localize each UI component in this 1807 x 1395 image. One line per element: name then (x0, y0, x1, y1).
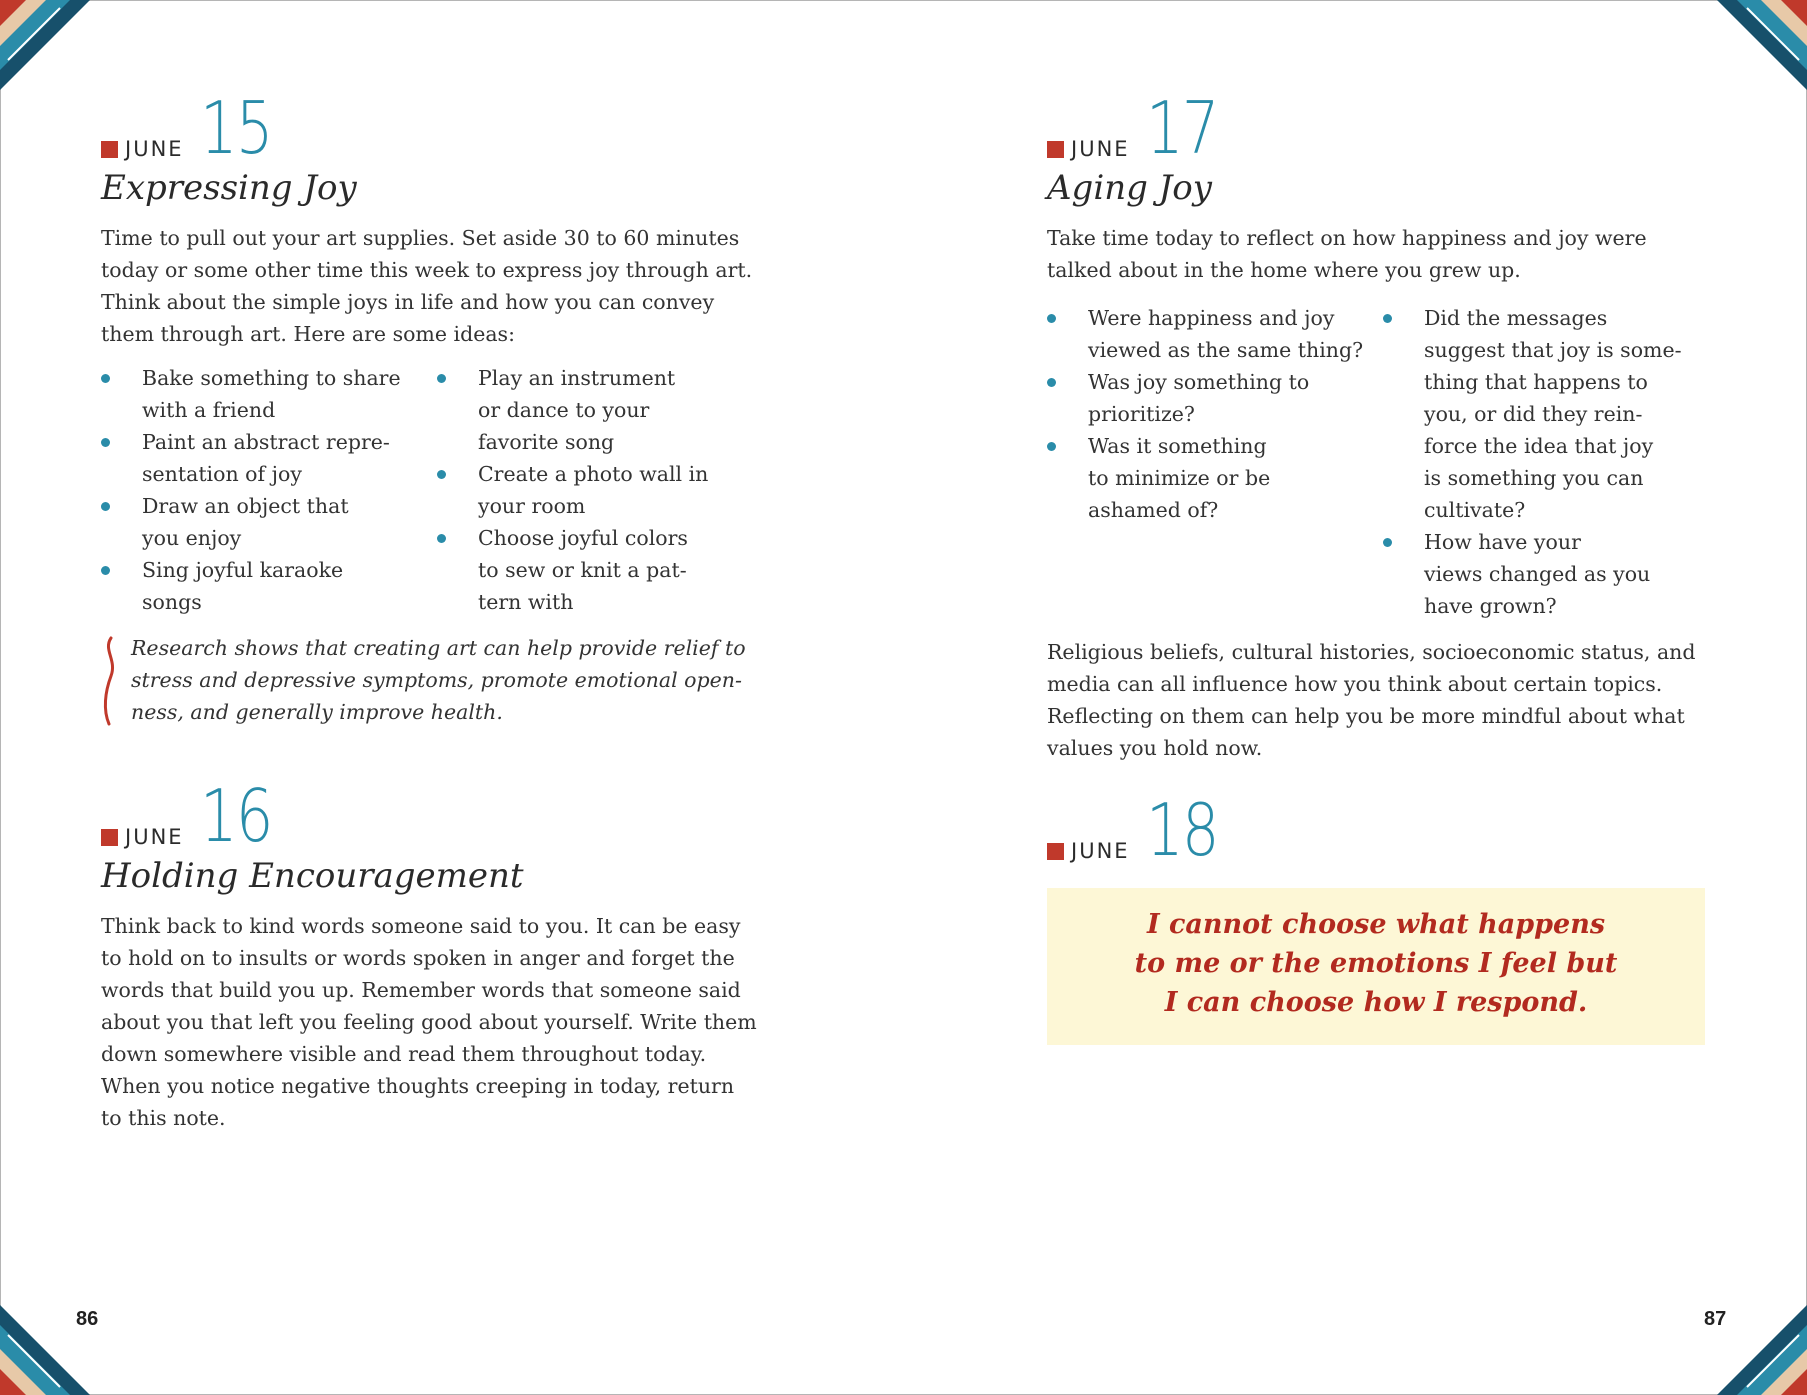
list-item (1047, 302, 1383, 366)
bullet-icon (437, 470, 446, 479)
text-line: to hold on to insults or words spoken in anger and forget the (101, 946, 735, 970)
entry-body (101, 222, 781, 350)
corner-ornament-bottom-right (1712, 1300, 1807, 1395)
text-line: them through art. Here are some ideas: (101, 322, 515, 346)
quote-line: I cannot choose what happens (1146, 909, 1606, 940)
entry-title: Expressing Joy (101, 168, 357, 208)
text-line: you, or did they rein- (1424, 402, 1643, 426)
list-item (1047, 366, 1383, 430)
day-number: 16 (199, 774, 272, 858)
month-label: JUNE (1071, 137, 1130, 161)
text-line: Research shows that creating art can help provide relief to (131, 636, 746, 660)
list-item (1047, 430, 1383, 526)
page-number-left: 86 (76, 1308, 99, 1330)
bullet-icon (1047, 378, 1056, 387)
bullet-column (101, 362, 437, 618)
text-line: Paint an abstract repre- (142, 430, 390, 454)
text-line: Think about the simple joys in life and how you can convey (101, 290, 715, 314)
bullet-icon (1047, 314, 1056, 323)
square-marker-icon (101, 141, 118, 158)
bullet-column (437, 362, 737, 618)
list-item (1383, 302, 1703, 526)
text-line: Sing joyful karaoke (142, 558, 344, 582)
text-line: talked about in the home where you grew up. (1047, 258, 1521, 282)
square-marker-icon (1047, 843, 1064, 860)
list-item (1383, 526, 1703, 622)
text-line: about you that left you feeling good about yourself. Write them (101, 1010, 757, 1034)
bullet-icon (101, 502, 110, 511)
ornament-icon (1712, 1300, 1807, 1395)
ornament-icon (1712, 0, 1807, 95)
corner-ornament-top-right (1712, 0, 1807, 95)
bullet-icon (437, 374, 446, 383)
month-label: JUNE (125, 137, 184, 161)
month-label: JUNE (125, 825, 184, 849)
ornament-icon (0, 0, 95, 95)
list-item (101, 426, 437, 490)
text-line: Religious beliefs, cultural histories, socioeconomic status, and (1047, 640, 1696, 664)
entry-june-17 (1047, 86, 1747, 764)
list-item (101, 554, 437, 618)
list-item (437, 458, 737, 522)
entry-body (1047, 636, 1747, 764)
day-number: 15 (199, 86, 272, 170)
text-line: Bake something to share (142, 366, 401, 390)
text-line: Draw an object that (142, 494, 349, 518)
list-item (437, 522, 737, 618)
text-line: Play an instrument (478, 366, 676, 390)
entry-june-18 (1047, 788, 1747, 872)
square-marker-icon (1047, 141, 1064, 158)
text-line: Was joy something to (1088, 370, 1310, 394)
text-line: Was it something (1088, 434, 1267, 458)
text-line: is something you can (1424, 466, 1644, 490)
text-line: Time to pull out your art supplies. Set aside 30 to 60 minutes (101, 226, 740, 250)
bracket-icon (101, 632, 131, 728)
text-line: to sew or knit a pat- (478, 558, 687, 582)
corner-ornament-top-left (0, 0, 95, 95)
text-line: with a friend (142, 398, 276, 422)
bullet-icon (101, 374, 110, 383)
date-heading (1047, 788, 1747, 872)
entry-title: Aging Joy (1047, 168, 1212, 208)
text-line: your room (478, 494, 586, 518)
day-number: 18 (1145, 788, 1218, 872)
bullet-icon (101, 566, 110, 575)
month-label: JUNE (1071, 839, 1130, 863)
text-line: Think back to kind words someone said to you. It can be easy (101, 914, 741, 938)
bullet-column (1383, 302, 1703, 622)
idea-bullet-list (101, 362, 781, 618)
text-line: How have your (1424, 530, 1581, 554)
text-line: sentation of joy (142, 462, 302, 486)
text-line: Choose joyful colors (478, 526, 688, 550)
text-line: prioritize? (1088, 402, 1195, 426)
text-line: have grown? (1424, 594, 1557, 618)
text-line: you enjoy (142, 526, 242, 550)
bullet-icon (437, 534, 446, 543)
text-line: Create a photo wall in (478, 462, 709, 486)
text-line: words that build you up. Remember words that someone said (101, 978, 741, 1002)
quote-box (1047, 888, 1705, 1045)
list-item (437, 362, 737, 458)
text-line: stress and depressive symptoms, promote emotional open- (131, 668, 742, 692)
date-heading (101, 774, 781, 858)
bullet-icon (1383, 538, 1392, 547)
text-line: cultivate? (1424, 498, 1526, 522)
text-line: Did the messages (1424, 306, 1608, 330)
quote-line: to me or the emotions I feel but (1134, 948, 1618, 979)
text-line: ashamed of? (1088, 498, 1219, 522)
page-number-right: 87 (1704, 1308, 1727, 1330)
text-line: media can all influence how you think about certain topics. (1047, 672, 1663, 696)
text-line: songs (142, 590, 202, 614)
text-line: views changed as you (1424, 562, 1651, 586)
date-heading (1047, 86, 1747, 170)
text-line: to minimize or be (1088, 466, 1271, 490)
bullet-icon (1047, 442, 1056, 451)
text-line: favorite song (478, 430, 615, 454)
text-line: Were happiness and joy (1088, 306, 1335, 330)
date-heading (101, 86, 781, 170)
research-note (101, 632, 781, 728)
text-line: or dance to your (478, 398, 650, 422)
day-number: 17 (1145, 86, 1218, 170)
bullet-icon (101, 438, 110, 447)
entry-title: Holding Encouragement (101, 856, 524, 896)
entry-june-15 (101, 86, 781, 728)
quote-line: I can choose how I respond. (1164, 987, 1588, 1018)
text-line: When you notice negative thoughts creeping in today, return (101, 1074, 735, 1098)
square-marker-icon (101, 829, 118, 846)
question-bullet-list (1047, 302, 1747, 622)
entry-body (101, 910, 781, 1134)
entry-intro (1047, 222, 1747, 286)
text-line: to this note. (101, 1106, 226, 1130)
text-line: suggest that joy is some- (1424, 338, 1682, 362)
text-line: ness, and generally improve health. (131, 700, 503, 724)
text-line: Reflecting on them can help you be more mindful about what (1047, 704, 1685, 728)
text-line: tern with (478, 590, 574, 614)
entry-june-16 (101, 774, 781, 1134)
text-line: viewed as the same thing? (1088, 338, 1364, 362)
bullet-icon (1383, 314, 1392, 323)
text-line: force the idea that joy (1424, 434, 1654, 458)
list-item (101, 362, 437, 426)
text-line: Take time today to reflect on how happiness and joy were (1047, 226, 1647, 250)
text-line: down somewhere visible and read them throughout today. (101, 1042, 707, 1066)
text-line: values you hold now. (1047, 736, 1263, 760)
text-line: today or some other time this week to express joy through art. (101, 258, 753, 282)
list-item (101, 490, 437, 554)
bullet-column (1047, 302, 1383, 622)
text-line: thing that happens to (1424, 370, 1648, 394)
